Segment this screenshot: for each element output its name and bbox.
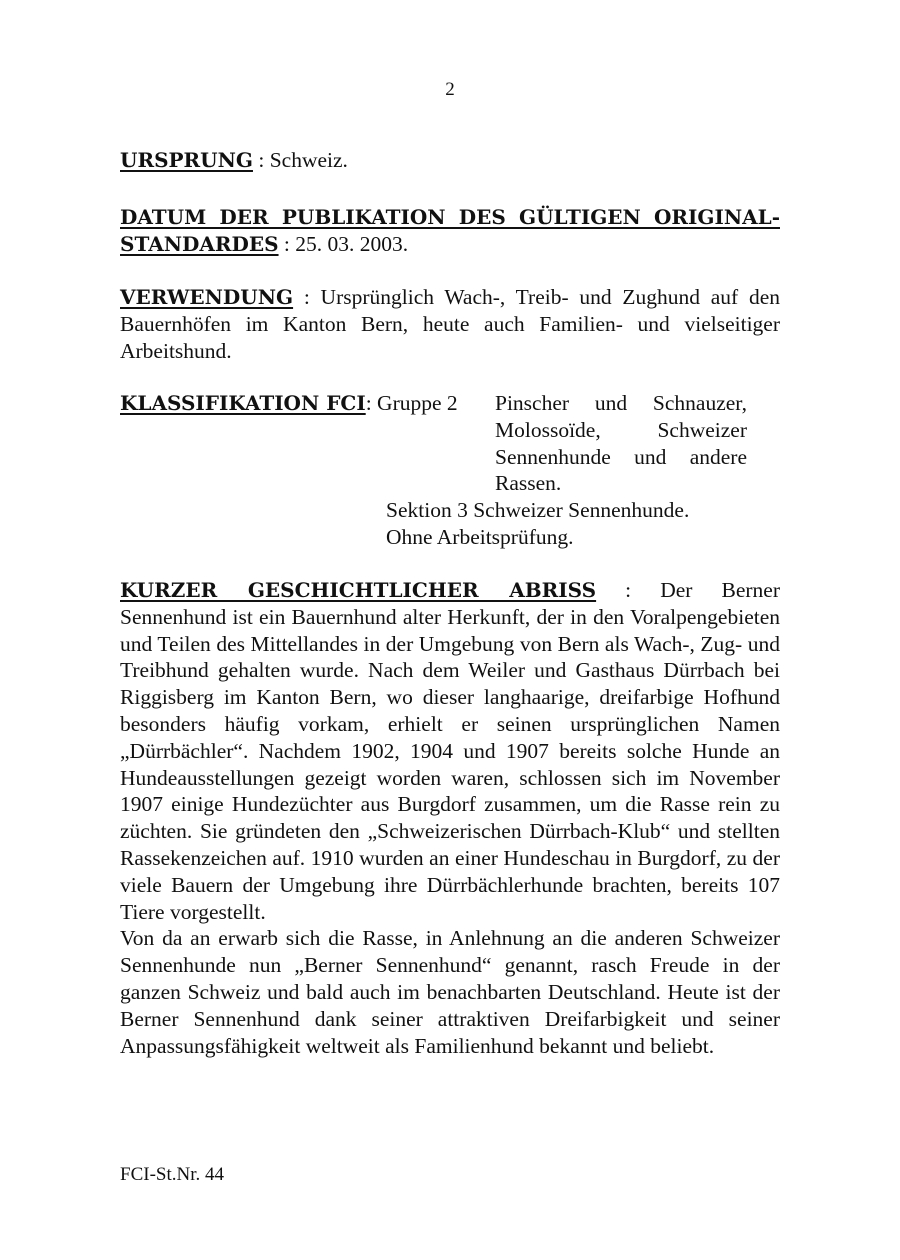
datum-section [120, 204, 780, 258]
datum-heading-line1: DATUM DER PUBLIKATION DES GÜLTIGEN ORIGINAL- [120, 205, 780, 229]
abriss-first-line: : Der Berner [596, 578, 780, 602]
datum-value: : 25. 03. 2003. [278, 231, 409, 256]
footer-standard-number: FCI-St.Nr. 44 [120, 1164, 224, 1185]
ursprung-value: : Schweiz. [252, 148, 348, 172]
verwendung-text: : Ursprünglich Wach-, Treib- und Zughund auf den Bauernhöfen im Kanton Bern, heute auch Familien- und vielseitiger Arbeitshund. [120, 285, 780, 363]
ursprung-section [120, 147, 780, 174]
datum-heading-line2: STANDARDES [120, 231, 279, 256]
klassifikation-heading: KLASSIFIKATION FCI [120, 391, 366, 415]
abriss-section [120, 577, 780, 1059]
ursprung-heading: URSPRUNG [120, 148, 253, 172]
abriss-paragraph-1: Sennenhund ist ein Bauernhund alter Herkunft, der in den Voralpengebieten und Teilen des Mittellandes in der Umgebung von Bern als Wach-, Zug- und Treibhund gehalten wurde. Nach dem Weiler und Gasthaus Dürrbach bei Riggisberg im Kanton Bern, wo dieser langhaarige, dreifarbige Hofhund besonders häufig vorkam, erhielt er seinen ursprünglichen Namen „Dürrbächler“. Nachdem 1902, 1904 und 1907 bereits solche Hunde an Hundeausstellungen gezeigt worden waren, schlossen sich im November 1907 einige Hundezüchter aus Burgdorf zusammen, um die Rasse rein zu züchten. Sie gründeten den „Schweizerischen Dürrbach-Klub“ und stellten Rassekenzeichen auf. 1910 wurden an einer Hundeschau in Burgdorf, zu der viele Bauern der Umgebung ihre Dürrbächlerhunde brachten, bereits 107 Tiere vorgestellt. [120, 604, 780, 924]
abriss-paragraph-2: Von da an erwarb sich die Rasse, in Anlehnung an die anderen Schweizer Sennenhunde nun „Berner Sennenhund“ genannt, rasch Freude in der ganzen Schweiz und bald auch im benachbarten Deutschland. Heute ist der Berner Sennenhund dank seiner attraktiven Dreifarbigkeit und seiner Anpassungsfähigkeit weltweit als Familienhund bekannt und beliebt. [120, 926, 780, 1058]
verwendung-heading: VERWENDUNG [120, 285, 294, 309]
klassifikation-pruefung: Ohne Arbeitsprüfung. [386, 525, 574, 549]
abriss-heading: KURZER GESCHICHTLICHER ABRISS [120, 578, 597, 602]
page-number: 2 [445, 79, 455, 100]
klassifikation-group: : Gruppe 2 [365, 391, 458, 415]
verwendung-section [120, 284, 780, 364]
klassifikation-group-description: Pinscher und Schnauzer, Molossoïde, Schweizer Sennenhunde und andere Rassen. [495, 391, 747, 496]
klassifikation-section-line: Sektion 3 Schweizer Sennenhunde. [386, 498, 690, 522]
